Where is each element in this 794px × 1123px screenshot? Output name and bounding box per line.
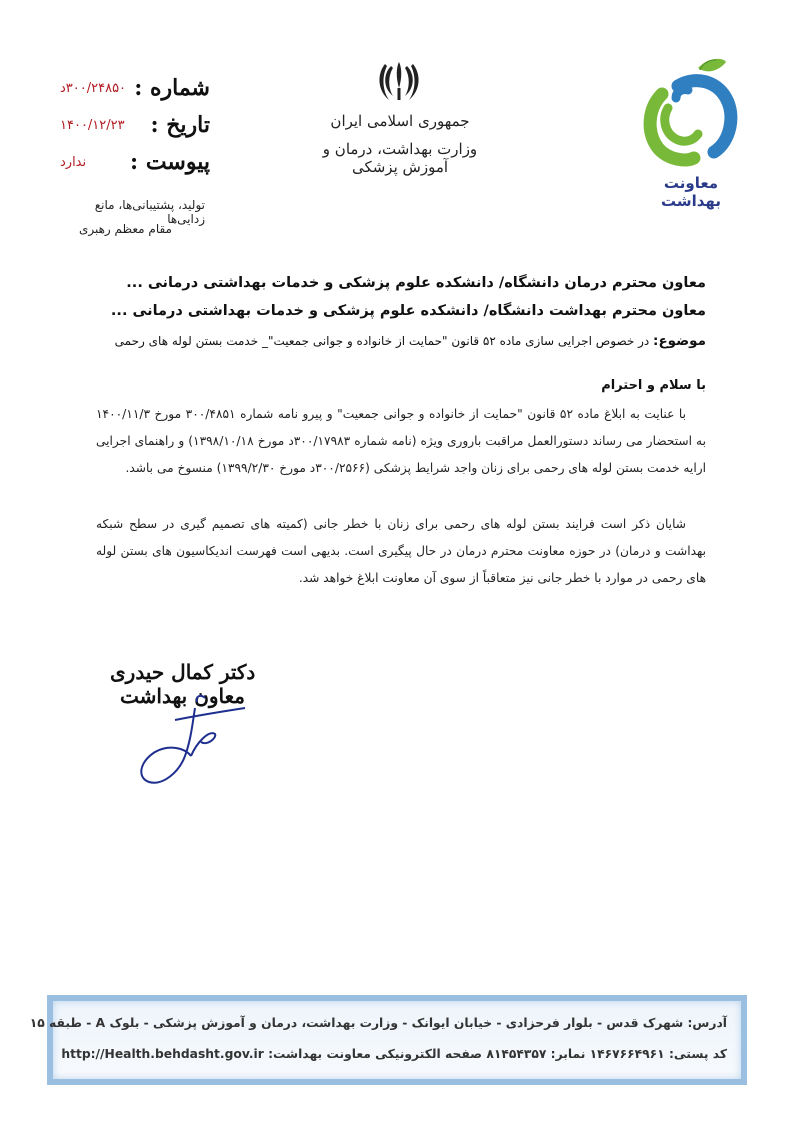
handwritten-signature-icon bbox=[135, 690, 250, 790]
footer-address: آدرس: شهرک قدس - بلوار فرحزادی - خیابان ایوانک - وزارت بهداشت، درمان و آموزش پزشکی - بلوک A - طبقه ۱۵ bbox=[29, 1016, 727, 1030]
logo-caption: معاونت بهداشت bbox=[661, 174, 721, 210]
greeting: با سلام و احترام bbox=[601, 378, 706, 393]
subject-line bbox=[115, 333, 706, 349]
recipient-line: معاون محترم درمان دانشگاه/ دانشکده علوم پزشکی و خدمات بهداشتی درمانی ... bbox=[126, 275, 706, 291]
republic-title: جمهوری اسلامی ایران bbox=[330, 112, 470, 130]
ministry-title: وزارت بهداشت، درمان و آموزش پزشکی bbox=[322, 140, 478, 176]
letter-date-label: تاریخ : bbox=[150, 112, 210, 138]
subject-text: در خصوص اجرایی سازی ماده ۵۲ قانون "حمایت از خانواده و جوانی جمعیت"_ خدمت بستن لوله های رحمی bbox=[114, 334, 650, 348]
footer-contact: کد پستی: ۱۴۶۷۶۶۴۹۶۱ نمابر: ۸۱۴۵۴۳۵۷ صفحه الکترونیکی معاونت بهداشت: http://Health.behdasht.gov.ir bbox=[61, 1047, 727, 1061]
iran-emblem-icon bbox=[377, 58, 421, 104]
recipient-line: معاون محترم بهداشت دانشگاه/ دانشکده علوم پزشکی و خدمات بهداشتی درمانی ... bbox=[110, 303, 706, 319]
slogan-attribution: مقام معظم رهبری bbox=[78, 222, 172, 236]
letter-attachment-label: پیوست : bbox=[130, 149, 210, 175]
signatory-title: معاون بهداشت bbox=[120, 684, 245, 708]
slogan-line: تولید، پشتیبانی‌ها، مانع زدایی‌ها bbox=[94, 198, 205, 226]
footer-box bbox=[29, 995, 747, 1085]
letter-number-label: شماره : bbox=[134, 75, 210, 101]
body-paragraph: شایان ذکر است فرایند بستن لوله های رحمی برای زنان با خطر جانی (کمیته های تصمیم گیری در سطح شبکه بهداشت و درمان) در حوزه معاونت محترم درمان در حال پیگیری است. بدیهی است فهرست اندیکاسیون های بستن لوله های رحمی در موارد با خطر جانی نیز متعاقباً از سوی آن معاونت ابلاغ خواهد شد. bbox=[96, 517, 706, 585]
letter-date-value: ۱۴۰۰/۱۲/۲۳ bbox=[60, 118, 125, 133]
signatory-name: دکتر کمال حیدری bbox=[110, 660, 256, 684]
subject-label: موضوع: bbox=[653, 333, 706, 349]
body-paragraph: با عنایت به ابلاغ ماده ۵۲ قانون "حمایت از خانواده و جوانی جمعیت" و پیرو نامه شماره ۳۰۰/۴۸۵۱ مورخ ۱۴۰۰/۱۱/۳ به استحضار می رساند دستورالعمل مراقبت باروری ویژه (نامه شماره ۳۰۰/۱۷۹۸۳د مورخ ۱۳۹۸/۱۰/۱۸) و راهنمای اجرایی ارایه خدمت بستن لوله های رحمی برای زنان واجد شرایط پزشکی (۳۰۰/۲۵۶۶د مورخ ۱۳۹۹/۲/۳۰) منسوخ می باشد. bbox=[96, 407, 706, 475]
health-deputy-logo-icon bbox=[638, 48, 744, 178]
letter-number-row bbox=[60, 75, 210, 105]
letter-date-row bbox=[60, 112, 210, 142]
letter-number-value: ۳۰۰/۲۴۸۵۰د bbox=[60, 81, 127, 96]
letter-meta bbox=[60, 75, 210, 185]
letter-attachment-value: ندارد bbox=[60, 155, 87, 170]
letter-attachment-row bbox=[60, 149, 210, 179]
